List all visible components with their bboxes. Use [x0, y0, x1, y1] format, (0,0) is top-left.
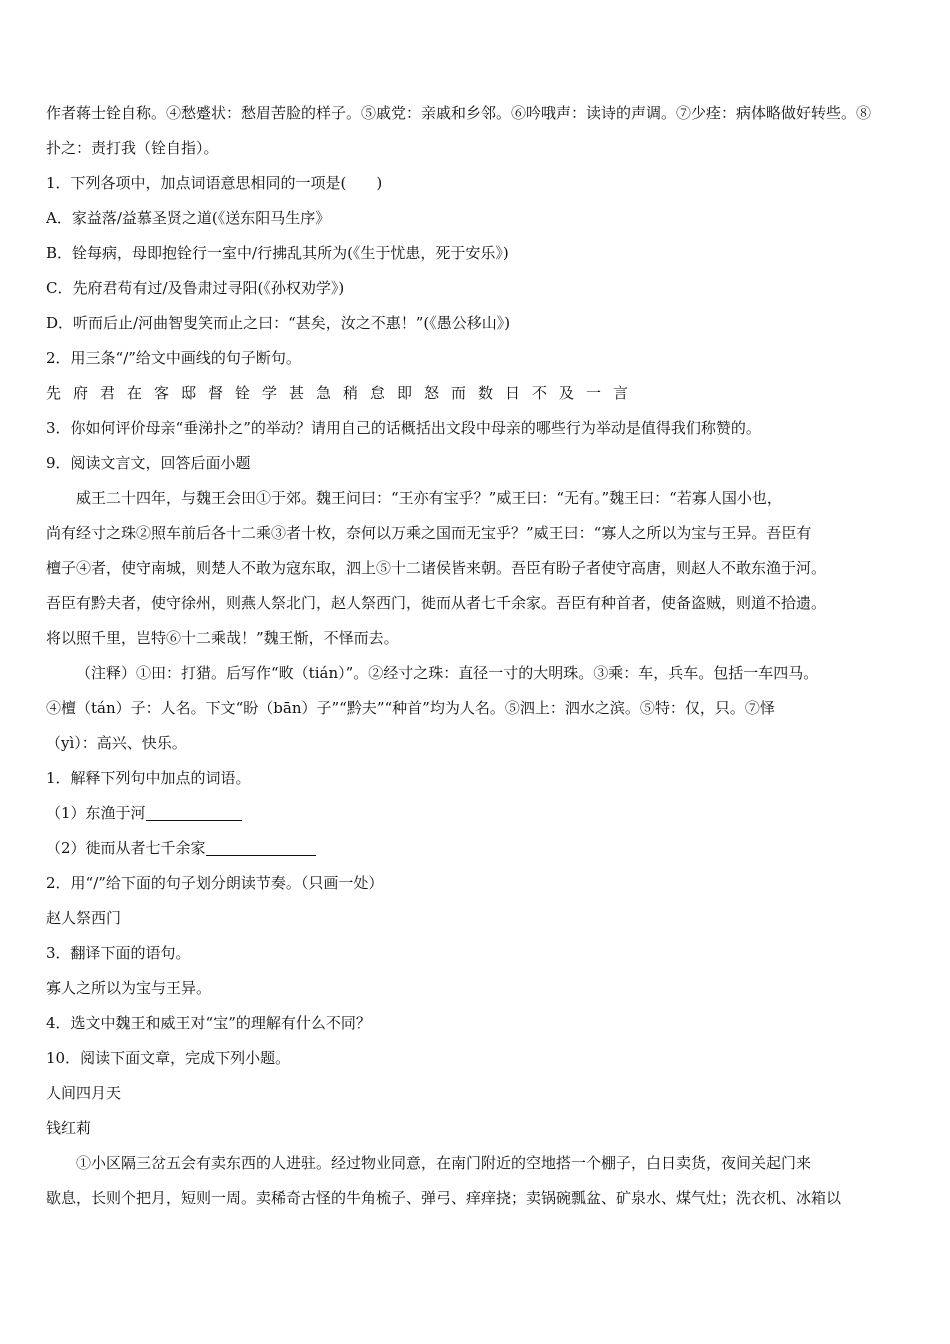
- sub-question-1-1: [46, 796, 904, 831]
- option-b: B．铨每病，母即抱铨行一室中/行拂乱其所为(《生于忧患，死于安乐》): [46, 244, 509, 262]
- question-3: 3．你如何评价母亲“垂涕扑之”的举动？请用自己的话概括出文段中母亲的哪些行为举动是值得我们称赞的。: [46, 419, 761, 437]
- annotation-line: （注释）①田：打猎。后写作“畋（tián）”。②经寸之珠：直径一寸的大明珠。③乘：车，兵车。包括一车四马。: [76, 664, 819, 682]
- passage-line: 檀子④者，使守南城，则楚人不敢为寇东取，泗上⑤十二诸侯皆来朝。吾臣有盼子者使守高唐，则赵人不敢东渔于河。: [46, 559, 827, 577]
- section-9-heading: 9．阅读文言文，回答后面小题: [46, 454, 251, 472]
- sub-question-1: 1．解释下列句中加点的词语。: [46, 769, 251, 787]
- article-title: 人间四月天: [46, 1084, 122, 1102]
- option-d: D．听而后止/河曲智叟笑而止之曰：“甚矣，汝之不惠！”(《愚公移山》): [46, 314, 511, 332]
- sub-question-4: 4．选文中魏王和威王对“宝”的理解有什么不同？: [46, 1014, 371, 1032]
- note-line: 作者蒋士铨自称。④愁蹙状：愁眉苦脸的样子。⑤戚党：亲戚和乡邻。⑥吟哦声：读诗的声调。⑦少痊：病体略做好转些。⑧: [46, 104, 872, 122]
- sentence-line: 赵人祭西门: [46, 909, 122, 927]
- passage-line: 将以照千里，岂特⑥十二乘哉！”魏王惭，不怿而去。: [46, 629, 399, 647]
- answer-blank[interactable]: [146, 804, 242, 821]
- sub-question-2: 2．用“/”给下面的句子划分朗读节奏。（只画一处）: [46, 874, 384, 892]
- question-2: 2．用三条“/”给文中画线的句子断句。: [46, 349, 301, 367]
- article-author: 钱红莉: [46, 1119, 92, 1137]
- answer-blank[interactable]: [206, 839, 316, 856]
- option-a: A．家益落/益慕圣贤之道(《送东阳马生序》: [46, 209, 331, 227]
- sub-question-text: （2）徙而从者七千余家: [46, 839, 206, 857]
- article-line: ①小区隔三岔五会有卖东西的人进驻。经过物业同意，在南门附近的空地搭一个棚子，白日卖货，夜间关起门来: [76, 1154, 812, 1172]
- sub-question-text: （1）东渔于河: [46, 804, 146, 822]
- passage-line: 吾臣有黔夫者，使守徐州，则燕人祭北门，赵人祭西门，徙而从者七千余家。吾臣有种首者，使备盗贼，则道不拾遗。: [46, 594, 827, 612]
- annotation-line: ④檀（tán）子：人名。下文“盼（bān）子”“黔夫”“种首”均为人名。⑤泗上：泗水之滨。⑤特：仅，只。⑦怿: [46, 699, 775, 717]
- article-line: 歇息，长则个把月，短则一周。卖稀奇古怪的牛角梳子、弹弓、痒痒挠；卖锅碗瓢盆、矿泉水、煤气灶；洗衣机、冰箱以: [46, 1189, 842, 1207]
- passage-line: 尚有经寸之珠②照车前后各十二乘③者十枚，奈何以万乘之国而无宝乎？”威王曰：“寡人之所以为宝与王异。吾臣有: [46, 524, 812, 542]
- sub-question-3: 3．翻译下面的语句。: [46, 944, 191, 962]
- sentence-line: 寡人之所以为宝与王异。: [46, 979, 212, 997]
- note-line: 扑之：责打我（铨自指）。: [46, 139, 219, 157]
- passage-line: 威王二十四年，与魏王会田①于郊。魏王问曰：“王亦有宝乎？”威王曰：“无有。”魏王曰：“若寡人国小也，: [76, 489, 782, 507]
- section-10-heading: 10．阅读下面文章，完成下列小题。: [46, 1049, 291, 1067]
- question-1: 1．下列各项中，加点词语意思相同的一项是( ): [46, 174, 383, 192]
- sentence-to-punctuate: 先府君在客邸督铨学甚急稍怠即怒而数日不及一言: [46, 384, 641, 402]
- sub-question-1-2: [46, 831, 904, 866]
- annotation-line: （yì）：高兴、快乐。: [46, 734, 187, 752]
- option-c: C．先府君苟有过/及鲁肃过寻阳(《孙权劝学》): [46, 279, 345, 297]
